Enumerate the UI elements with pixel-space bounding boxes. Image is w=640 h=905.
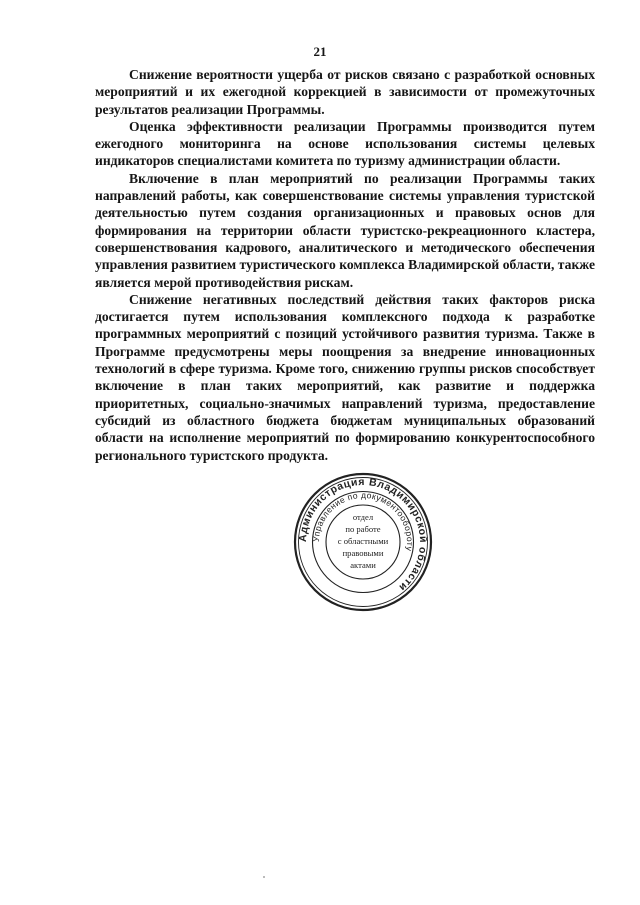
official-seal (293, 472, 433, 612)
svg-text:с областными: с областными (337, 536, 389, 546)
seal-center-text (338, 512, 389, 570)
svg-text:по работе: по работе (345, 524, 381, 534)
seal-outer-text: Администрация Владимирской области (296, 475, 430, 594)
svg-text:отдел: отдел (352, 512, 374, 522)
body-text (95, 66, 595, 464)
paragraph-1: Снижение вероятности ущерба от рисков связано с разработкой основных мероприятий и их ежегодной коррекцией в зависимости от промежуточных результатов реализации Программы. (95, 67, 595, 117)
paragraph-4: Снижение негативных последствий действия таких факторов риска достигается путем использования комплексного подхода к разработке программных мероприятий с позиций устойчивого развития туризма. Также в Программе предусмотрены меры поощрения за внедрение инновационных технологий в сфере туризма. Кроме того, снижению группы рисков способствует включение в план таких мероприятий, как развитие и поддержка приоритетных, социально-значимых направлений туризма, предоставление субсидий из областного бюджета бюджетам муниципальных образований области на исполнение мероприятий по формированию конкурентоспособного регионального туристского продукта. (95, 291, 595, 463)
scan-speck (263, 876, 265, 878)
svg-text:правовыми: правовыми (342, 548, 384, 558)
page-number: 21 (313, 44, 327, 59)
seal-inner-text: Управление по документообороту (310, 489, 416, 553)
paragraph-2: Оценка эффективности реализации Программы производится путем ежегодного мониторинга на основе использования системы целевых индикаторов специалистами комитета по туризму администрации области. (95, 118, 595, 169)
paragraph-3: Включение в план мероприятий по реализации Программы таких направлений работы, как совершенствование системы управления туристской деятельностью путем создания организационных и правовых основ для формирования на территории области туристско-рекреационного кластера, совершенствования кадрового, аналитического и методического обеспечения управления развитием туристического комплекса Владимирской области, также является мерой противодействия рискам. (95, 170, 595, 290)
svg-text:актами: актами (350, 560, 376, 570)
